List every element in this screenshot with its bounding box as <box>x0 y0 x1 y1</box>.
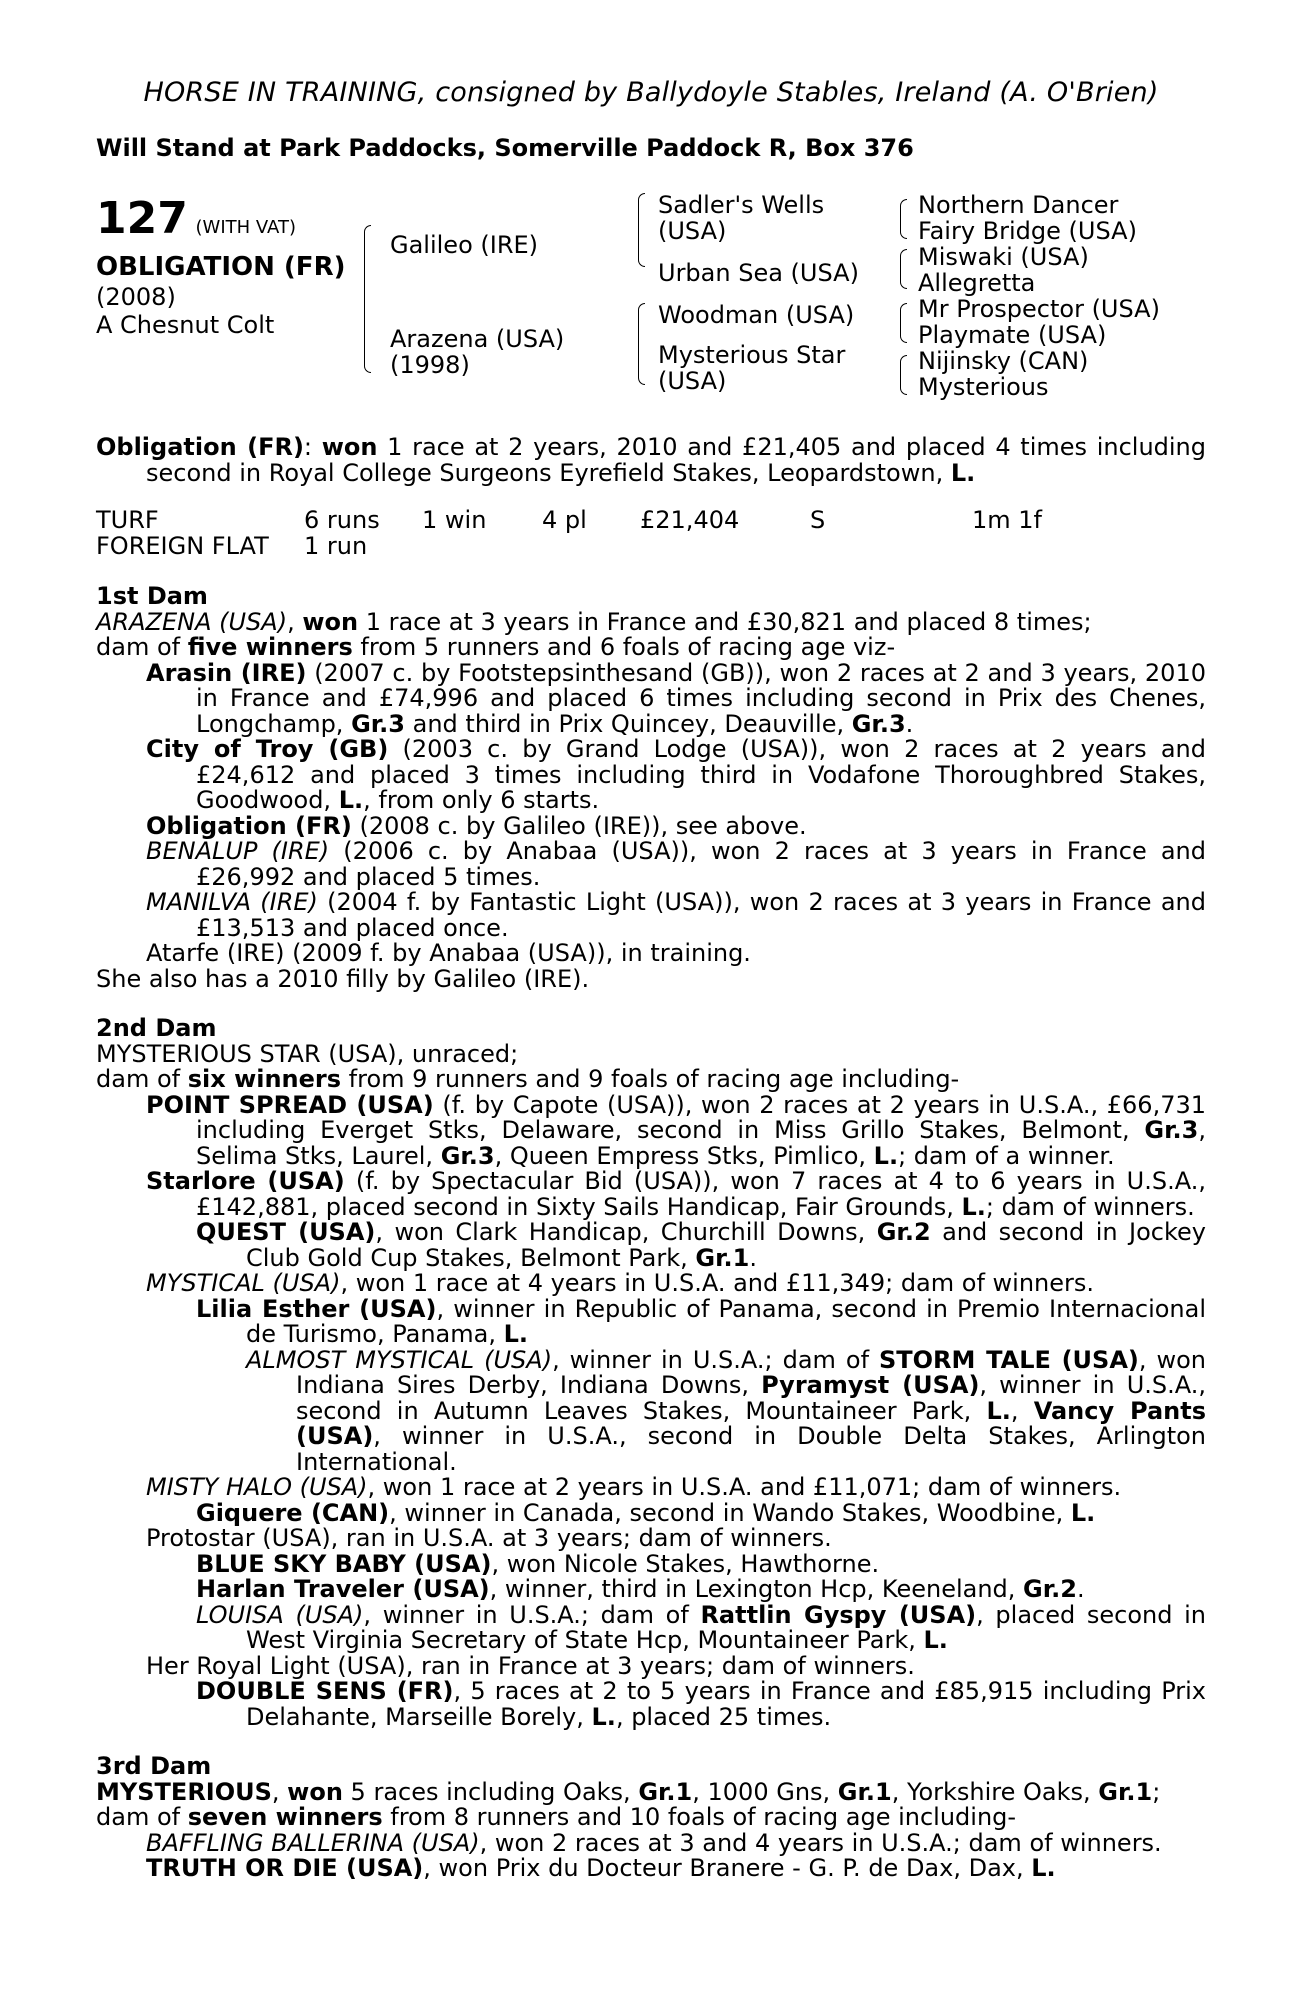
dam-dam: Mysterious Star <box>658 341 846 369</box>
stat-wins: 1 win <box>422 506 487 534</box>
produce-name: Arasin (IRE) <box>146 658 307 687</box>
race-summary: Obligation (FR): won 1 race at 2 years, 2010 and £21,405 and placed 4 times including second in Royal College Surgeons Eyrefield Stakes, Leopardstown, L. <box>96 433 1206 487</box>
produce-entry <box>96 1345 1207 1476</box>
dam-year: (1998) <box>390 351 470 379</box>
produce-name: STORM TALE (USA) <box>879 1345 1139 1374</box>
text: ; <box>1152 1777 1161 1806</box>
produce-entry <box>96 1828 1206 1857</box>
dam-name: ARAZENA (USA) <box>96 607 288 636</box>
lot-number: 127 <box>96 193 188 244</box>
produce-name: Harlan Traveler (USA) <box>196 1575 490 1603</box>
horse-description: A Chesnut Colt <box>96 311 275 339</box>
text: , placed second in West Virginia Secretary of State Hcp, Mountaineer Park, <box>246 1600 1206 1654</box>
dam-name: Arazena (USA) <box>390 325 565 353</box>
text: , winner in Canada, second in Wando Stakes, Woodbine, <box>389 1498 1071 1527</box>
text: , placed 25 times. <box>615 1702 832 1731</box>
pedigree-brace <box>900 199 907 239</box>
stat-earnings: £21,404 <box>640 506 740 534</box>
text: from 8 runners and 10 foals of racing age including- <box>382 1803 1017 1831</box>
pedigree-brace <box>364 225 371 373</box>
produce-entry <box>96 839 1206 890</box>
produce-entry <box>96 1220 1206 1271</box>
produce-entry <box>96 1498 1206 1527</box>
great-grandparent: Fairy Bridge (USA) <box>918 217 1137 245</box>
text: (2003 c. by Grand Lodge (USA)), won 2 races at 2 years and £24,612 and placed 3 times including third in Vodafone Thoroughbred Stakes, Goodwood, <box>196 735 1206 814</box>
text: dam of <box>96 633 188 661</box>
summary-won: won <box>321 433 378 461</box>
text: . <box>1076 1575 1085 1603</box>
winners-count: five winners <box>187 633 353 661</box>
text: 5 races including Oaks, <box>342 1777 639 1806</box>
foaling-year: (2008) <box>96 283 176 311</box>
grade: Gr.3 <box>440 1141 495 1170</box>
produce-entry: Atarfe (IRE) (2009 f. by Anabaa (USA)), in training. <box>146 939 751 967</box>
grade: Gr.1 <box>1098 1777 1153 1806</box>
vat-note: (WITH VAT) <box>195 217 296 238</box>
produce-entry <box>96 1294 1207 1348</box>
produce-entry <box>96 1600 1206 1654</box>
produce-entry <box>96 1090 1207 1170</box>
text: (2008 c. by Galileo (IRE)), see above. <box>351 811 807 840</box>
text: and second in Jockey Club Gold Cup Stakes, Belmont Park, <box>246 1218 1206 1272</box>
text: , 1000 Gns, <box>692 1777 838 1806</box>
text: (2007 c. by Footstepsinthesand (GB)), won 2 races at 2 and 3 years, 2010 in France and £74,996 and placed 6 times including second in Prix des Chenes, Longchamp, <box>196 658 1206 738</box>
text: , winner in U.S.A., second in Autumn Leaves Stakes, Mountaineer Park, <box>296 1371 1207 1425</box>
produce-entry <box>96 811 1206 840</box>
produce-name: TRUTH OR DIE (USA) <box>146 1854 424 1882</box>
summary-text-2: second in Royal College Surgeons Eyrefield Stakes, Leopardstown, <box>146 458 951 487</box>
great-grandparent: Playmate (USA) <box>918 321 1107 349</box>
produce-entry <box>96 1679 1206 1730</box>
text: , won Prix du Docteur Branere - G. P. de Dax, Dax, <box>423 1854 1032 1882</box>
stat-label: TURF <box>96 506 159 534</box>
catalogue-page <box>96 77 1207 1882</box>
produce-name: Vancy Pants (USA) <box>296 1396 1206 1450</box>
produce-name: Rattlin Gyspy (USA) <box>700 1600 977 1629</box>
produce-entry <box>96 1169 1206 1220</box>
dam-sire: Woodman (USA) <box>658 301 855 329</box>
page-header: HORSE IN TRAINING, consigned by Ballydoyle Stables, Ireland (A. O'Brien) <box>143 77 1159 108</box>
grade: Gr.1 <box>837 1777 892 1806</box>
dam-entry: MYSTERIOUS, won 5 races including Oaks, Gr.1, 1000 Gns, Gr.1, Yorkshire Oaks, Gr.1; <box>96 1777 1161 1806</box>
produce-name: DOUBLE SENS (FR) <box>196 1677 454 1705</box>
dam-text: 1 race at 3 years in France and £30,821 and placed 8 times; <box>358 607 1092 636</box>
race-record <box>96 508 1206 560</box>
text: (2004 f. by Fantastic Light (USA)), won 2 races at 3 years in France and £13,513 and placed once. <box>196 888 1206 942</box>
produce-name: Obligation (FR) <box>146 811 352 840</box>
pedigree-brace <box>638 193 645 267</box>
pedigree-brace <box>900 249 907 289</box>
stat-label: FOREIGN FLAT <box>96 532 269 560</box>
produce-name: Lilia Esther (USA) <box>196 1294 437 1323</box>
text: ; dam of winners. <box>985 1192 1195 1221</box>
produce-name: MANILVA (IRE) <box>146 888 318 916</box>
text: , winner, third in Lexington Hcp, Keeneland, <box>489 1575 1024 1603</box>
produce-name: Pyramyst (USA) <box>761 1371 980 1399</box>
sire-sire: Sadler's Wells <box>658 191 825 219</box>
text: (f. by Capote (USA)), won 2 races at 2 years in U.S.A., £66,731 including Everget Stks, Delaware, second in Miss Grillo Stakes, Belmont, <box>196 1090 1207 1144</box>
grade: L. <box>873 1141 899 1170</box>
winners-count: seven winners <box>187 1803 383 1831</box>
text: , Selima Stks, Laurel, <box>196 1116 1206 1170</box>
grade: Gr.1 <box>638 1777 693 1806</box>
produce-entry <box>96 890 1206 941</box>
text: , winner in U.S.A.; dam of <box>552 1345 879 1374</box>
sire-sire-country: (USA) <box>658 217 727 245</box>
produce-name: QUEST (USA) <box>196 1218 376 1246</box>
grade: L. <box>338 786 364 814</box>
text: , winner in Republic of Panama, second in Premio Internacional de Turismo, Panama, <box>246 1294 1207 1348</box>
dam-produce-summary <box>96 1067 1206 1093</box>
text: (2006 c. by Anabaa (USA)), won 2 races at 3 years in France and £26,992 and placed 5 times. <box>196 837 1207 891</box>
grade: L. <box>591 1702 616 1731</box>
stat-placed: 4 pl <box>542 506 587 534</box>
produce-name: City of Troy (GB) <box>146 735 389 763</box>
produce-entry <box>96 1549 1206 1578</box>
produce-name: MYSTICAL (USA) <box>146 1269 341 1297</box>
section-heading: 3rd Dam <box>96 1752 212 1780</box>
section-heading: 1st Dam <box>96 582 208 610</box>
text: , Queen Empress Stks, Pimlico, <box>494 1141 874 1170</box>
text: , won 1 race at 4 years in U.S.A. and £11,349; dam of winners. <box>340 1269 1095 1297</box>
produce-name: Starlore (USA) <box>146 1167 345 1195</box>
lot-heading <box>96 193 296 244</box>
produce-entry <box>96 658 1206 738</box>
summary-text: 1 race at 2 years, 2010 and £21,405 and placed 4 times including <box>377 433 1206 461</box>
text: and third in Prix Quincey, Deauville, <box>405 709 852 738</box>
stand-location: Will Stand at Park Paddocks, Somerville Paddock R, Box 376 <box>96 133 914 162</box>
text: , 5 races at 2 to 5 years in France and £85,915 including Prix Delahante, Marseille Borely, <box>246 1677 1206 1731</box>
grade: Gr.3 <box>851 709 906 738</box>
produce-note: She also has a 2010 filly by Galileo (IRE). <box>96 964 590 993</box>
great-grandparent: Nijinsky (CAN) <box>918 347 1089 375</box>
sire: Galileo (IRE) <box>390 231 539 259</box>
produce-entry <box>96 1271 1206 1297</box>
produce-entry <box>96 737 1206 814</box>
grade: L. <box>986 1396 1011 1425</box>
dam-name: MYSTERIOUS <box>96 1777 272 1806</box>
dam-dam-country: (USA) <box>658 367 727 395</box>
text: from 9 runners and 9 foals of racing age including- <box>341 1065 960 1093</box>
won-label: won <box>287 1777 343 1806</box>
summary-horse-name: Obligation (FR) <box>96 433 304 461</box>
produce-name: Giquere (CAN) <box>196 1498 390 1527</box>
text: from 5 runners and 6 foals of racing age viz- <box>352 633 896 661</box>
text: . <box>905 709 914 738</box>
sire-dam: Urban Sea (USA) <box>658 259 859 287</box>
stat-runs: 1 run <box>304 532 368 560</box>
great-grandparent: Northern Dancer <box>918 191 1119 219</box>
grade: L. <box>1070 1498 1096 1527</box>
text: , won Nicole Stakes, Hawthorne. <box>491 1549 880 1578</box>
stat-runs: 6 runs <box>304 506 380 534</box>
grade: L. <box>503 1320 528 1348</box>
text: , won Clark Handicap, Churchill Downs, <box>375 1218 877 1246</box>
dam-entry: ARAZENA (USA), won 1 race at 3 years in France and £30,821 and placed 8 times; <box>96 607 1092 636</box>
produce-name: POINT SPREAD (USA) <box>146 1090 434 1119</box>
winners-count: six winners <box>187 1065 342 1093</box>
text: , won Indiana Sires Derby, Indiana Downs, <box>296 1345 1207 1399</box>
great-grandparent: Miswaki (USA) <box>918 243 1089 271</box>
pedigree-block <box>96 189 1206 415</box>
text: ; dam of a winner. <box>898 1141 1115 1170</box>
text: , Yorkshire Oaks, <box>891 1777 1099 1806</box>
text: , won 1 race at 2 years in U.S.A. and £11,071; dam of winners. <box>367 1473 1122 1501</box>
summary-listed: L. <box>950 458 976 487</box>
text: , won 2 races at 3 and 4 years in U.S.A.; dam of winners. <box>479 1828 1162 1857</box>
text: , winner in U.S.A., second in Double Delta Stakes, Arlington International. <box>296 1422 1206 1476</box>
text: (f. by Spectacular Bid (USA)), won 7 races at 4 to 6 years in U.S.A., £142,881, placed second in Sixty Sails Handicap, Fair Grounds, <box>196 1167 1206 1221</box>
produce-entry <box>96 1475 1206 1501</box>
grade: Gr.2 <box>876 1218 931 1246</box>
pedigree-brace <box>638 303 645 385</box>
text: dam of <box>96 1065 188 1093</box>
pedigree-brace <box>900 303 907 343</box>
dam-produce-summary <box>96 635 1206 661</box>
grade: Gr.3 <box>351 709 405 738</box>
dam-produce-summary <box>96 1805 1206 1831</box>
produce-name: BLUE SKY BABY (USA) <box>196 1549 492 1578</box>
produce-name: BENALUP (IRE) <box>146 837 330 865</box>
dam-entry: MYSTERIOUS STAR (USA), unraced; <box>96 1039 519 1068</box>
stat-going: S <box>810 506 826 534</box>
text: . <box>749 1243 757 1272</box>
won-label: won <box>302 607 359 636</box>
produce-entry: Her Royal Light (USA), ran in France at 3 years; dam of winners. <box>146 1651 915 1680</box>
grade: Gr.1 <box>695 1243 750 1272</box>
stat-distance: 1m 1f <box>972 506 1042 534</box>
produce-name: LOUISA (USA) <box>196 1600 364 1629</box>
grade: Gr.2 <box>1023 1575 1077 1603</box>
horse-name: OBLIGATION (FR) <box>96 252 346 282</box>
text: , <box>1010 1396 1034 1425</box>
section-heading: 2nd Dam <box>96 1014 217 1042</box>
produce-name: ALMOST MYSTICAL (USA) <box>246 1345 553 1374</box>
produce-entry: Protostar (USA), ran in U.S.A. at 3 years; dam of winners. <box>146 1524 832 1552</box>
produce-entry <box>96 1856 1206 1882</box>
text: , from only 6 starts. <box>363 786 600 814</box>
great-grandparent: Mysterious <box>918 373 1049 401</box>
grade: L. <box>1031 1854 1056 1882</box>
grade: L. <box>923 1626 948 1654</box>
produce-entry <box>96 1577 1206 1603</box>
pedigree-brace <box>900 355 907 395</box>
great-grandparent: Allegretta <box>918 269 1036 297</box>
great-grandparent: Mr Prospector (USA) <box>918 295 1160 323</box>
grade: Gr.3 <box>1144 1116 1199 1144</box>
produce-name: BAFFLING BALLERINA (USA) <box>146 1828 480 1857</box>
text: dam of <box>96 1803 188 1831</box>
grade: L. <box>961 1192 986 1221</box>
text: , winner in U.S.A.; dam of <box>363 1600 701 1629</box>
produce-name: MISTY HALO (USA) <box>146 1473 368 1501</box>
